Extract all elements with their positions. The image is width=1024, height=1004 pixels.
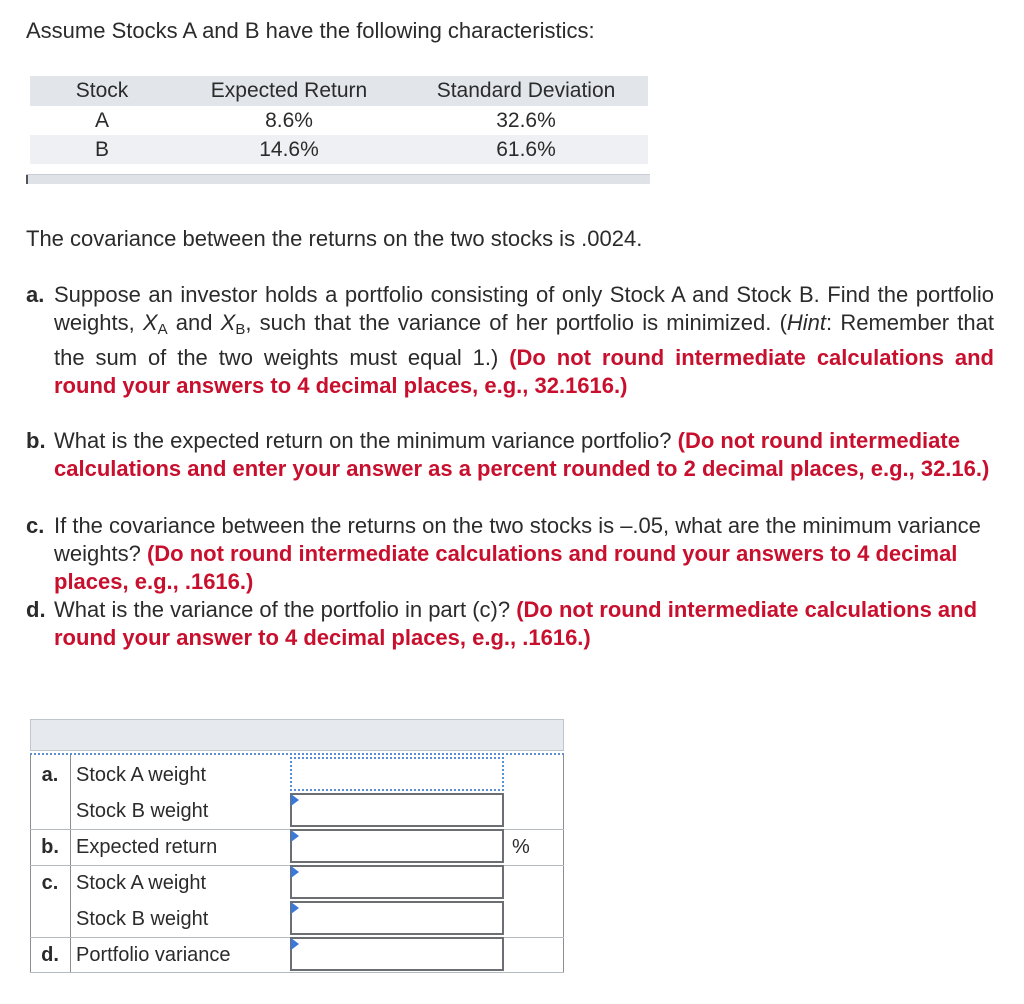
answer-label: Expected return <box>76 836 218 858</box>
answer-table-dotted-divider <box>30 753 564 755</box>
answer-row <box>30 793 564 829</box>
question-c-label: c. <box>26 513 45 538</box>
question-d-text: What is the variance of the portfolio in part (c)? (Do not round intermediate calculations and round your answer to 4 decimal places, e.g., .1616.) <box>54 597 978 650</box>
question-d-instruction: (Do not round intermediate calculations and round your answer to 4 decimal places, e.g., .1616.) <box>54 597 978 650</box>
answer-letter <box>30 793 70 829</box>
header-expected-return: Expected Return <box>210 79 368 102</box>
input-flag-icon <box>291 866 299 878</box>
answer-label: Stock B weight <box>76 908 209 930</box>
question-b <box>26 427 994 483</box>
question-a-text: Suppose an investor holds a portfolio consisting of only Stock A and Stock B. Find the portfolio weights, $X_A$ and $X_B$, such that the variance of her portfolio is minimized. (Hint: Remember that the sum of the two weights must equal 1.) (Do not round intermediate calculations and round your answers to 4 decimal places, e.g., 32.1616.) <box>54 282 994 398</box>
row-divider <box>30 972 564 973</box>
question-c-instruction: (Do not round intermediate calculations and round your answers to 4 decimal places, e.g., .1616.) <box>54 541 958 594</box>
question-d-label: d. <box>26 597 46 622</box>
header-stock: Stock <box>75 79 129 102</box>
answer-letter: c. <box>41 872 59 894</box>
stock-b-weight-input-c[interactable] <box>290 901 504 935</box>
answer-letter <box>30 901 70 937</box>
table-footer-bar <box>26 174 650 184</box>
answer-table <box>30 719 564 973</box>
stock-b-weight-input-a[interactable] <box>290 793 504 827</box>
answer-row <box>30 937 564 973</box>
question-a <box>26 281 994 400</box>
input-flag-icon <box>291 830 299 842</box>
answer-letter: a. <box>41 764 59 786</box>
cell-standard-deviation: 32.6% <box>496 108 556 132</box>
portfolio-variance-input[interactable] <box>290 937 504 971</box>
question-a-instruction: (Do not round intermediate calculations and round your answers to 4 decimal places, e.g., 32.1616.) <box>54 345 994 398</box>
answer-label: Stock A weight <box>76 872 207 894</box>
stock-a-weight-input-a[interactable] <box>290 757 504 791</box>
cell-standard-deviation: 61.6% <box>496 137 556 161</box>
answer-row <box>30 757 564 793</box>
question-c-text: If the covariance between the returns on the two stocks is –.05, what are the minimum variance weights? (Do not round intermediate calculations and round your answers to 4 decimal places, e.g., .1616.) <box>54 513 981 594</box>
cell-stock: B <box>94 137 109 161</box>
cell-stock: A <box>94 108 109 132</box>
input-flag-icon <box>291 794 299 806</box>
table-row <box>30 135 648 164</box>
answer-unit <box>510 901 564 937</box>
question-b-instruction: (Do not round intermediate calculations and enter your answer as a percent rounded to 2 decimal places, e.g., 32.16.) <box>54 428 990 481</box>
answer-unit <box>510 793 564 829</box>
table-header-row <box>30 76 648 106</box>
cell-expected-return: 14.6% <box>259 137 319 161</box>
answer-label: Stock B weight <box>76 800 209 822</box>
header-standard-deviation: Standard Deviation <box>436 79 616 102</box>
answer-letter: d. <box>41 944 59 966</box>
answer-row <box>30 901 564 937</box>
question-a-label: a. <box>26 282 45 307</box>
question-c <box>26 512 994 596</box>
question-b-text: What is the expected return on the minimum variance portfolio? (Do not round intermediate calculations and enter your answer as a percent rounded to 2 decimal places, e.g., 32.16.) <box>54 428 990 481</box>
answer-row <box>30 865 564 901</box>
answer-table-header <box>30 719 564 751</box>
input-flag-icon <box>291 902 299 914</box>
answer-row <box>30 829 564 865</box>
cell-expected-return: 8.6% <box>265 108 313 132</box>
answer-label: Stock A weight <box>76 764 207 786</box>
question-d <box>26 596 994 652</box>
answer-unit <box>510 757 564 793</box>
input-flag-icon <box>291 938 299 950</box>
stock-a-weight-input-c[interactable] <box>290 865 504 899</box>
expected-return-input[interactable] <box>290 829 504 863</box>
answer-unit <box>510 865 564 901</box>
table-footer-mark <box>26 175 28 184</box>
table-row <box>30 106 648 135</box>
answer-label: Portfolio variance <box>76 944 231 966</box>
covariance-text: The covariance between the returns on the two stocks is .0024. <box>26 226 643 251</box>
percent-unit: % <box>512 836 530 858</box>
answer-unit <box>510 937 564 973</box>
characteristics-table <box>30 76 648 164</box>
answer-letter: b. <box>41 836 59 858</box>
question-b-label: b. <box>26 428 46 453</box>
intro-text: Assume Stocks A and B have the following characteristics: <box>26 18 595 43</box>
